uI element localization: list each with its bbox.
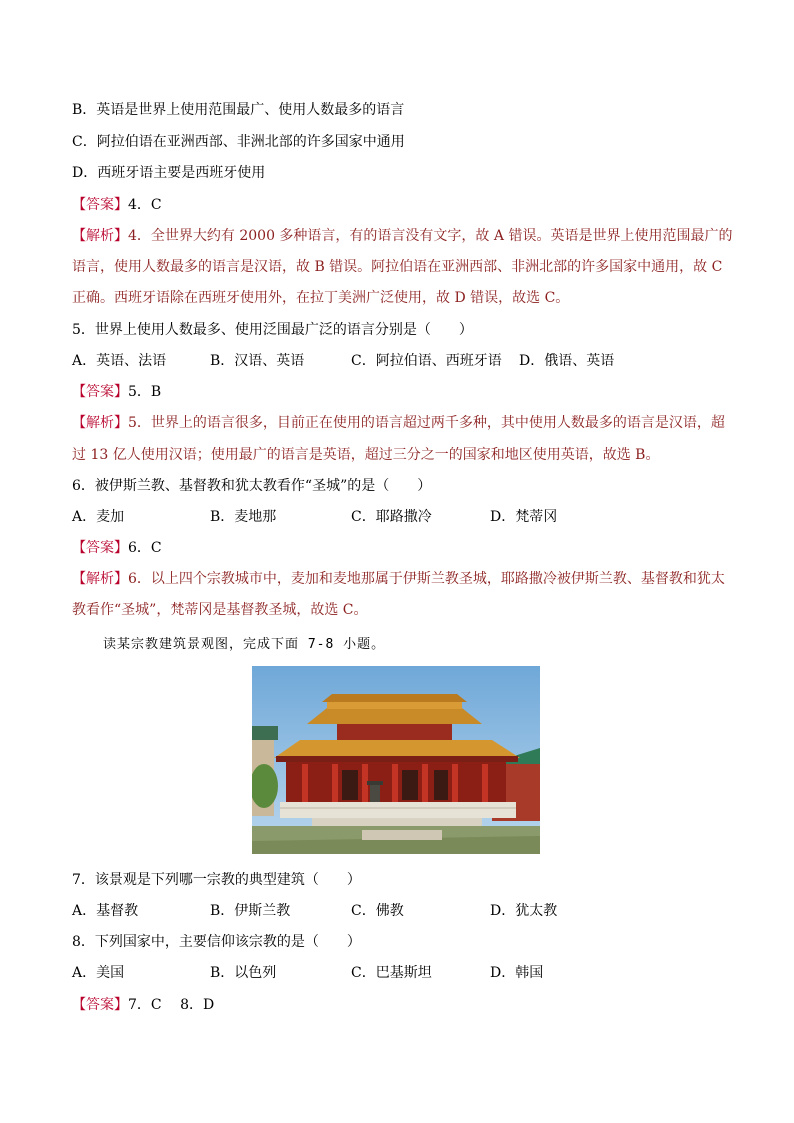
answer-value: 4．C: [128, 197, 162, 213]
question-7: 7．该景观是下列哪一宗教的典型建筑（ ）: [72, 872, 361, 888]
question-6: 6．被伊斯兰教、基督教和犹太教看作“圣城”的是（ ）: [72, 478, 432, 494]
q5-option-c: C．阿拉伯语、西班牙语: [351, 353, 502, 369]
answer-value: 6．C: [128, 540, 162, 556]
q7-option-b: B．伊斯兰教: [210, 903, 291, 919]
solution-text: 6．以上四个宗教城市中，麦加和麦地那属于伊斯兰教圣城，耶路撒冷被伊斯兰教、基督教和犹太: [128, 571, 725, 587]
q6-option-c: C．耶路撒冷: [351, 509, 432, 525]
solution-6-line-1: [72, 569, 725, 589]
solution-text: 5．世界上的语言很多，目前正在使用的语言超过两千多种，其中使用人数最多的语言是汉语，超: [128, 415, 725, 431]
q8-option-b: B．以色列: [210, 965, 277, 981]
solution-4-line-1: [72, 226, 732, 246]
answer-tag: 【答案】: [72, 197, 128, 213]
question-8: 8．下列国家中，主要信仰该宗教的是（ ）: [72, 934, 361, 950]
answer-5: [72, 382, 161, 402]
q7-option-c: C．佛教: [351, 903, 404, 919]
q7-option-a: A．基督教: [72, 903, 139, 919]
answer-tag: 【答案】: [72, 384, 128, 400]
solution-6-line-2: 教看作“圣城”，梵蒂冈是基督教圣城，故选 C。: [72, 602, 368, 618]
answer-tag: 【答案】: [72, 540, 128, 556]
q6-option-d: D．梵蒂冈: [490, 509, 558, 525]
solution-4-line-3: 正确。西班牙语除在西班牙使用外，在拉丁美洲广泛使用，故 D 错误，故选 C。: [72, 290, 570, 306]
q5-option-a: A．英语、法语: [72, 353, 167, 369]
answer-4: [72, 195, 162, 215]
q8-option-a: A．美国: [72, 965, 125, 981]
solution-tag: 【解析】: [72, 415, 128, 431]
q7-option-d: D．犹太教: [490, 903, 558, 919]
question-5-options: [72, 351, 614, 371]
q4-option-c: C．阿拉伯语在亚洲西部、非洲北部的许多国家中通用: [72, 134, 405, 150]
solution-text: 4．全世界大约有 2000 多种语言，有的语言没有文字，故 A 错误。英语是世界上使用范围最广的: [128, 228, 733, 244]
answer-value: 5．B: [128, 384, 162, 400]
q8-option-c: C．巴基斯坦: [351, 965, 432, 981]
q5-option-b: B．汉语、英语: [210, 353, 305, 369]
q4-option-d: D．西班牙语主要是西班牙使用: [72, 165, 266, 181]
q6-option-a: A．麦加: [72, 509, 125, 525]
answer-7-8: [72, 995, 214, 1015]
q5-option-d: D．俄语、英语: [519, 353, 615, 369]
question-6-options: [72, 507, 557, 527]
temple-illustration: [252, 666, 540, 854]
solution-4-line-2: 语言，使用人数最多的语言是汉语，故 B 错误。阿拉伯语在亚洲西部、非洲北部的许多国家中通用，故 C: [72, 259, 723, 275]
answer-value: 7．C 8．D: [128, 997, 215, 1013]
question-8-options: [72, 963, 543, 983]
answer-6: [72, 538, 162, 558]
question-7-options: [72, 901, 557, 921]
lead-text: 读某宗教建筑景观图，完成下面 7-8 小题。: [103, 637, 386, 652]
q8-option-d: D．韩国: [490, 965, 544, 981]
solution-5-line-1: [72, 413, 725, 433]
solution-tag: 【解析】: [72, 228, 128, 244]
q6-option-b: B．麦地那: [210, 509, 277, 525]
q4-option-b: B．英语是世界上使用范围最广、使用人数最多的语言: [72, 102, 405, 118]
solution-5-line-2: 过 13 亿人使用汉语；使用最广的语言是英语，超过三分之一的国家和地区使用英语，故选 B。: [72, 447, 660, 463]
answer-tag: 【答案】: [72, 997, 128, 1013]
solution-tag: 【解析】: [72, 571, 128, 587]
temple-photo: [252, 666, 540, 854]
question-5: 5．世界上使用人数最多、使用泛围最广泛的语言分别是（ ）: [72, 322, 473, 338]
